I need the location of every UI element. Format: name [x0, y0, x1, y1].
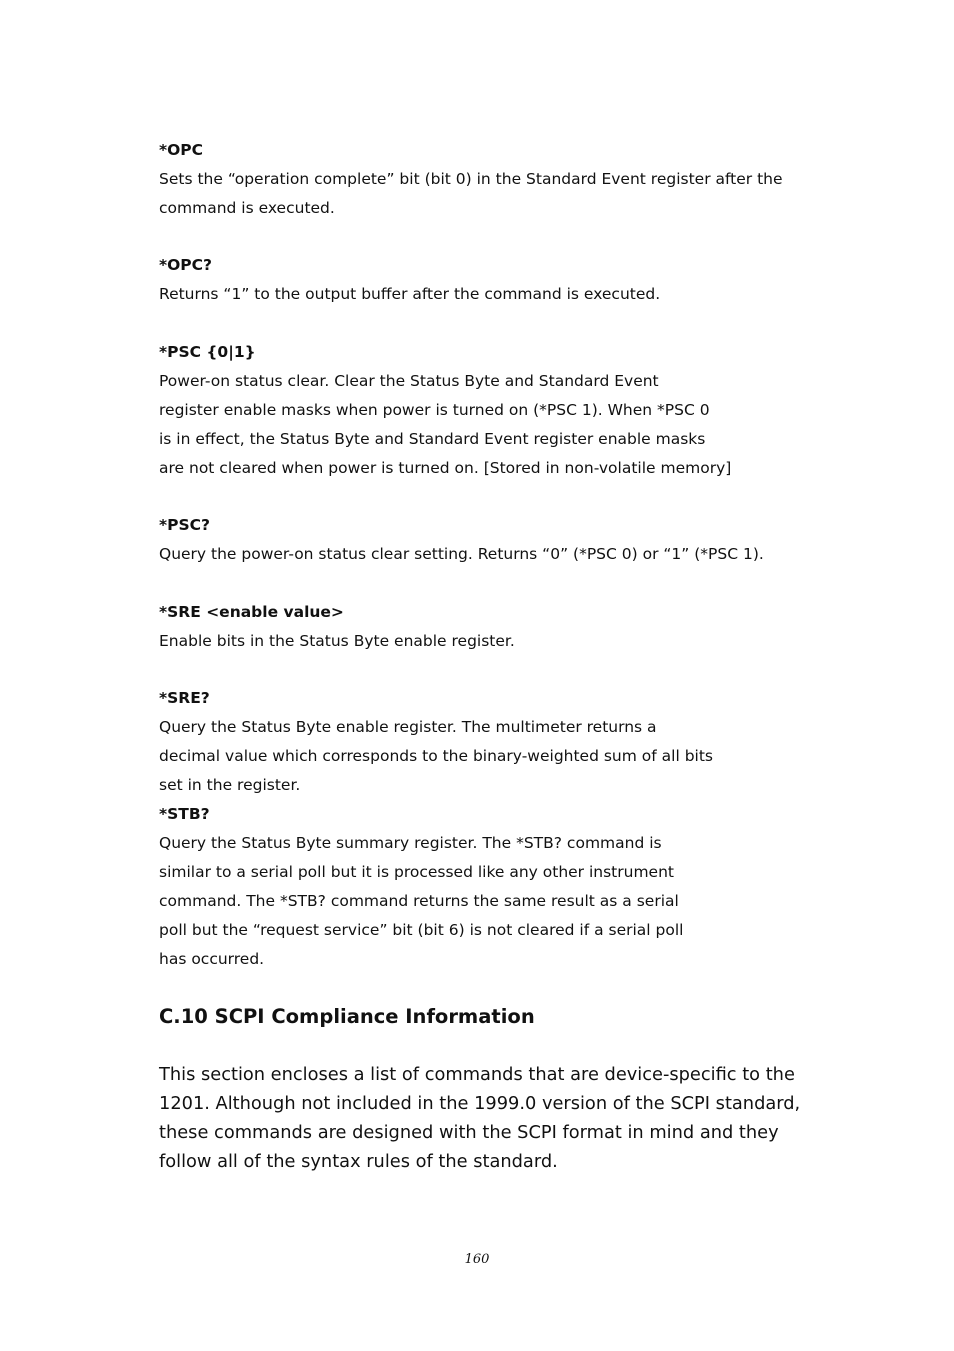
description-line: command is executed. [159, 198, 335, 217]
description-line: poll but the “request service” bit (bit 6) is not cleared if a serial poll [159, 920, 684, 939]
command-description [159, 280, 819, 309]
command-name: *PSC? [159, 516, 210, 534]
description-line: Sets the “operation complete” bit (bit 0) in the Standard Event register after the [159, 170, 783, 188]
command-name: *SRE <enable value> [159, 603, 344, 621]
description-line: similar to a serial poll but it is processed like any other instrument [159, 862, 674, 881]
command-name: *PSC {0|1} [159, 343, 256, 361]
paragraph-line: 1201. Although not included in the 1999.0 version of the SCPI standard, [159, 1093, 801, 1114]
description-line: register enable masks when power is turned on (*PSC 1). When *PSC 0 [159, 400, 710, 419]
command-description [159, 829, 819, 974]
paragraph-line: follow all of the syntax rules of the standard. [159, 1151, 558, 1172]
description-line: Enable bits in the Status Byte enable register. [159, 632, 515, 650]
command-entry-psc [159, 338, 819, 483]
description-line: is in effect, the Status Byte and Standard Event register enable masks [159, 429, 706, 448]
command-name: *OPC [159, 141, 204, 159]
command-entry-opc [159, 136, 819, 223]
description-line: Power-on status clear. Clear the Status Byte and Standard Event [159, 372, 659, 390]
description-line: has occurred. [159, 949, 265, 968]
description-line: Returns “1” to the output buffer after the command is executed. [159, 285, 661, 303]
command-description [159, 540, 819, 569]
command-description [159, 367, 819, 483]
command-name: *STB? [159, 805, 210, 823]
command-name: *OPC? [159, 256, 213, 274]
page-number: 160 [464, 1252, 490, 1267]
description-line: Query the Status Byte summary register. The *STB? command is [159, 834, 662, 852]
command-entry-stb-query [159, 800, 819, 974]
paragraph-line: these commands are designed with the SCPI format in mind and they [159, 1122, 779, 1143]
description-line: Query the Status Byte enable register. The multimeter returns a [159, 718, 657, 736]
section-heading: C.10 SCPI Compliance Information [159, 1005, 535, 1028]
command-name: *SRE? [159, 689, 210, 707]
paragraph-line: This section encloses a list of commands that are device-specific to the [159, 1064, 795, 1085]
description-line: are not cleared when power is turned on. [Stored in non-volatile memory] [159, 458, 732, 477]
command-entry-psc-query [159, 511, 819, 569]
description-line: Query the power-on status clear setting. Returns “0” (*PSC 0) or “1” (*PSC 1). [159, 545, 764, 563]
command-description [159, 627, 819, 656]
command-entry-opc-query [159, 251, 819, 309]
command-description [159, 165, 819, 223]
section-paragraph [159, 1060, 839, 1176]
command-entry-sre [159, 598, 819, 656]
command-description [159, 713, 819, 800]
description-line: decimal value which corresponds to the binary-weighted sum of all bits [159, 746, 713, 765]
command-entry-sre-query [159, 684, 819, 800]
description-line: set in the register. [159, 775, 301, 794]
description-line: command. The *STB? command returns the same result as a serial [159, 891, 679, 910]
